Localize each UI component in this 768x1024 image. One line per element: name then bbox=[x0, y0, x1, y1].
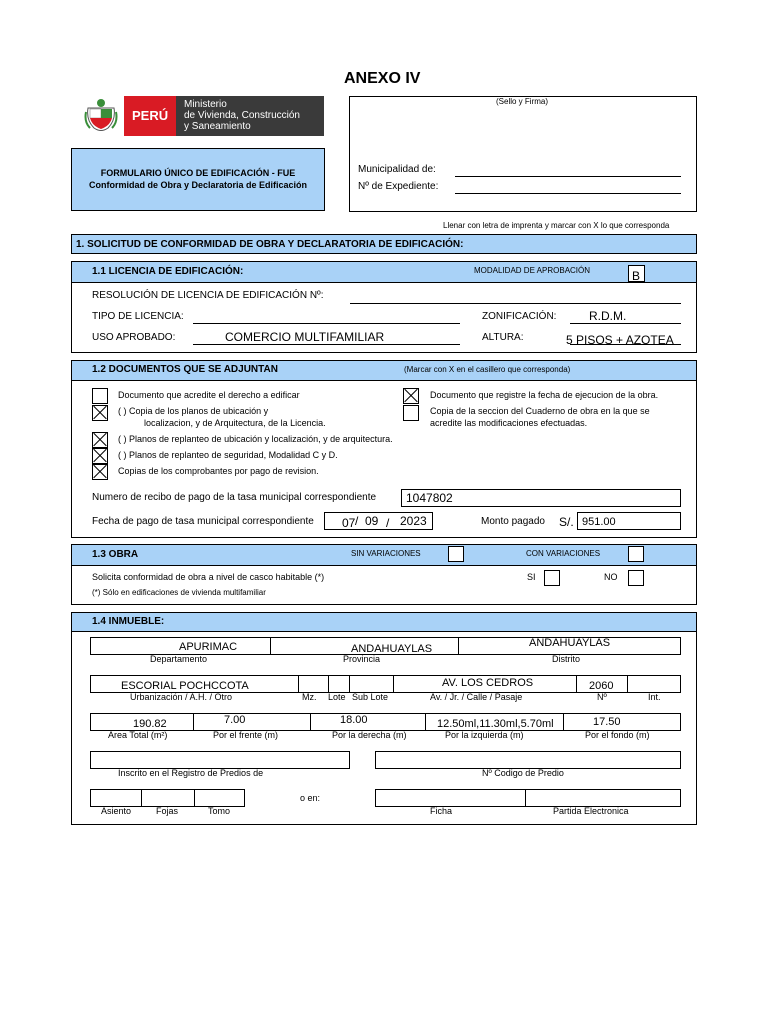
section1-1-header bbox=[72, 262, 696, 283]
recibo-label: Numero de recibo de pago de la tasa municipal correspondiente bbox=[92, 492, 377, 503]
no-label: NO bbox=[604, 572, 618, 582]
altura-value: 5 PISOS + AZOTEA bbox=[566, 333, 674, 347]
urbanizacion-label: Urbanización / A.H. / Otro bbox=[130, 692, 233, 702]
section1-4-title: 1.4 INMUEBLE: bbox=[92, 616, 165, 627]
doc-cuaderno-label2: acredite las modificaciones efectuadas. bbox=[430, 418, 588, 428]
con-variaciones-checkbox[interactable] bbox=[628, 546, 644, 562]
divider bbox=[627, 675, 628, 693]
section1-1-title: 1.1 LICENCIA DE EDIFICACIÓN: bbox=[92, 266, 244, 277]
fecha-pago-field[interactable] bbox=[324, 512, 433, 530]
doc-fecha-ejecucion-label: Documento que registre la fecha de ejecucion de la obra. bbox=[430, 390, 659, 400]
doc-cuaderno-checkbox[interactable] bbox=[403, 405, 419, 421]
resolucion-field[interactable] bbox=[350, 303, 681, 304]
monto-currency: S/. bbox=[559, 515, 574, 529]
doc-fecha-ejecucion-checkbox[interactable] bbox=[403, 388, 419, 404]
via-value[interactable]: AV. LOS CEDROS bbox=[442, 677, 534, 689]
modalidad-label: MODALIDAD DE APROBACIÓN bbox=[474, 266, 591, 275]
asiento-label: Asiento bbox=[101, 806, 132, 816]
doc-planos-licencia-checkbox[interactable] bbox=[92, 405, 108, 421]
asiento-fojas-tomo-field[interactable] bbox=[90, 789, 245, 807]
zonificacion-label: ZONIFICACIÓN: bbox=[482, 311, 557, 322]
via-label: Av. / Jr. / Calle / Pasaje bbox=[430, 692, 523, 702]
monto-label: Monto pagado bbox=[481, 516, 545, 527]
doc-planos-licencia-label2: localizacion, y de Arquitectura, de la Licencia. bbox=[144, 418, 326, 428]
si-checkbox[interactable] bbox=[544, 570, 560, 586]
divider bbox=[298, 675, 299, 693]
fecha-yyyy: 2023 bbox=[400, 514, 427, 528]
doc-comprobantes-checkbox[interactable] bbox=[92, 464, 108, 480]
izquierda-label: Por la izquierda (m) bbox=[445, 730, 524, 740]
no-checkbox[interactable] bbox=[628, 570, 644, 586]
numero-value[interactable]: 2060 bbox=[589, 680, 614, 692]
sublote-label: Sub Lote bbox=[352, 692, 389, 702]
divider bbox=[393, 675, 394, 693]
frente-label: Por el frente (m) bbox=[213, 730, 279, 740]
ministry-line3: y Saneamiento bbox=[184, 121, 251, 132]
form-title-line1: FORMULARIO ÚNICO DE EDIFICACIÓN - FUE bbox=[100, 168, 296, 178]
peru-coat-of-arms-icon bbox=[84, 98, 118, 134]
ficha-partida-field[interactable] bbox=[375, 789, 681, 807]
doc-derecho-label: Documento que acredite el derecho a edificar bbox=[118, 390, 300, 400]
fecha-sep2: / bbox=[386, 516, 390, 530]
ministry-block bbox=[176, 96, 324, 136]
section1-2-title: 1.2 DOCUMENTOS QUE SE ADJUNTAN bbox=[92, 364, 278, 375]
departamento-label: Departamento bbox=[150, 654, 208, 664]
provincia-value[interactable]: ANDAHUAYLAS bbox=[351, 643, 433, 655]
uso-label: USO APROBADO: bbox=[92, 332, 176, 343]
zonificacion-value: R.D.M. bbox=[589, 309, 627, 323]
stamp-caption: (Sello y Firma) bbox=[496, 97, 549, 106]
divider bbox=[576, 675, 577, 693]
doc-cuaderno-label: Copia de la seccion del Cuaderno de obra en la que se bbox=[430, 406, 650, 416]
doc-derecho-checkbox[interactable] bbox=[92, 388, 108, 404]
divider bbox=[349, 675, 350, 693]
doc-comprobantes-label: Copias de los comprobantes por pago de revision. bbox=[118, 466, 319, 476]
solicita-label: Solicita conformidad de obra a nivel de casco habitable (*) bbox=[92, 572, 325, 582]
tipo-licencia-label: TIPO DE LICENCIA: bbox=[92, 311, 184, 322]
instructions-text: Llenar con letra de imprenta y marcar con X lo que corresponda bbox=[443, 221, 670, 230]
fondo-label: Por el fondo (m) bbox=[585, 730, 650, 740]
divider bbox=[270, 637, 271, 655]
modalidad-value: B bbox=[632, 269, 641, 283]
municipalidad-label: Municipalidad de: bbox=[358, 164, 436, 175]
urbanizacion-value[interactable]: ESCORIAL POCHCCOTA bbox=[121, 680, 249, 692]
departamento-value[interactable]: APURIMAC bbox=[179, 641, 238, 653]
recibo-field[interactable] bbox=[401, 489, 681, 507]
divider bbox=[328, 675, 329, 693]
form-title-box bbox=[71, 148, 325, 211]
o-en-label: o en: bbox=[300, 793, 321, 803]
ministry-line2: de Vivienda, Construcción bbox=[184, 110, 300, 121]
section1-title: 1. SOLICITUD DE CONFORMIDAD DE OBRA Y DECLARATORIA DE EDIFICACIÓN: bbox=[76, 239, 464, 250]
page-title: ANEXO IV bbox=[344, 70, 421, 87]
divider bbox=[310, 713, 311, 731]
country-label: PERÚ bbox=[132, 108, 169, 123]
con-variaciones-label: CON VARIACIONES bbox=[526, 549, 601, 558]
modalidad-field[interactable] bbox=[628, 265, 645, 282]
fecha-dd: 07 bbox=[342, 516, 356, 530]
tomo-label: Tomo bbox=[208, 806, 231, 816]
divider bbox=[141, 789, 142, 807]
distrito-label: Distrito bbox=[552, 654, 581, 664]
peru-flag-block bbox=[124, 96, 176, 136]
numero-label: Nº bbox=[597, 692, 607, 702]
section1-4-header bbox=[72, 613, 696, 632]
section1-header bbox=[71, 234, 697, 254]
distrito-value[interactable]: ANDAHUAYLAS bbox=[529, 637, 611, 649]
municipalidad-field[interactable] bbox=[455, 176, 681, 177]
divider bbox=[458, 637, 459, 655]
derecha-value[interactable]: 18.00 bbox=[340, 714, 368, 726]
doc-replanteo-seg-label: ( ) Planos de replanteo de seguridad, Modalidad C y D. bbox=[118, 450, 338, 460]
footnote: (*) Sólo en edificaciones de vivienda multifamiliar bbox=[92, 588, 266, 597]
uso-field[interactable] bbox=[193, 344, 460, 345]
monto-value: 951.00 bbox=[582, 516, 616, 528]
codigo-predio-field[interactable] bbox=[375, 751, 681, 769]
ministry-line1: Ministerio bbox=[184, 99, 227, 110]
lote-label: Lote bbox=[328, 692, 346, 702]
form-title-line2: Conformidad de Obra y Declaratoria de Edificación bbox=[88, 180, 308, 190]
fecha-pago-label: Fecha de pago de tasa municipal correspondiente bbox=[92, 516, 314, 527]
divider bbox=[425, 713, 426, 731]
stamp-box bbox=[349, 96, 697, 212]
ficha-label: Ficha bbox=[430, 806, 453, 816]
expediente-label: Nº de Expediente: bbox=[358, 181, 439, 192]
registro-field[interactable] bbox=[90, 751, 350, 769]
sin-variaciones-checkbox[interactable] bbox=[448, 546, 464, 562]
fondo-value[interactable]: 17.50 bbox=[593, 716, 621, 728]
altura-label: ALTURA: bbox=[482, 332, 524, 343]
resolucion-label: RESOLUCIÓN DE LICENCIA DE EDIFICACIÓN Nº: bbox=[92, 290, 324, 301]
int-label: Int. bbox=[648, 692, 661, 702]
fojas-label: Fojas bbox=[156, 806, 179, 816]
doc-replanteo-seg-checkbox[interactable] bbox=[92, 448, 108, 464]
codigo-label: Nº Codigo de Predio bbox=[482, 768, 564, 778]
tipo-licencia-field[interactable] bbox=[193, 323, 460, 324]
section1-2-header bbox=[72, 361, 696, 381]
mz-label: Mz. bbox=[302, 692, 317, 702]
divider bbox=[563, 713, 564, 731]
doc-replanteo-arq-label: ( ) Planos de replanteo de ubicación y localización, y de arquitectura. bbox=[118, 434, 393, 444]
partida-label: Partida Electronica bbox=[553, 806, 629, 816]
si-label: SI bbox=[527, 572, 536, 582]
doc-replanteo-arq-checkbox[interactable] bbox=[92, 432, 108, 448]
sin-variaciones-label: SIN VARIACIONES bbox=[351, 549, 421, 558]
zonificacion-field[interactable] bbox=[570, 323, 681, 324]
section1-3-header bbox=[72, 545, 696, 566]
fecha-sep1: / bbox=[355, 514, 359, 528]
fecha-mm: 09 bbox=[365, 514, 379, 528]
frente-value[interactable]: 7.00 bbox=[224, 714, 246, 726]
divider bbox=[193, 713, 194, 731]
provincia-label: Provincia bbox=[343, 654, 381, 664]
monto-field[interactable] bbox=[577, 512, 681, 530]
divider bbox=[525, 789, 526, 807]
uso-value: COMERCIO MULTIFAMILIAR bbox=[225, 330, 385, 344]
derecha-label: Por la derecha (m) bbox=[332, 730, 407, 740]
divider bbox=[194, 789, 195, 807]
recibo-value: 1047802 bbox=[406, 491, 453, 505]
doc-planos-licencia-label: ( ) Copia de los planos de ubicación y bbox=[118, 406, 269, 416]
section1-3-title: 1.3 OBRA bbox=[92, 549, 139, 560]
izquierda-value[interactable]: 12.50ml,11.30ml,5.70ml bbox=[437, 718, 554, 730]
registro-label: Inscrito en el Registro de Predios de bbox=[118, 768, 264, 778]
section1-2-note: (Marcar con X en el casillero que corresponda) bbox=[404, 365, 571, 374]
area-total-value[interactable]: 190.82 bbox=[133, 718, 167, 730]
expediente-field[interactable] bbox=[455, 193, 681, 194]
area-total-label: Area Total (m²) bbox=[108, 730, 168, 740]
